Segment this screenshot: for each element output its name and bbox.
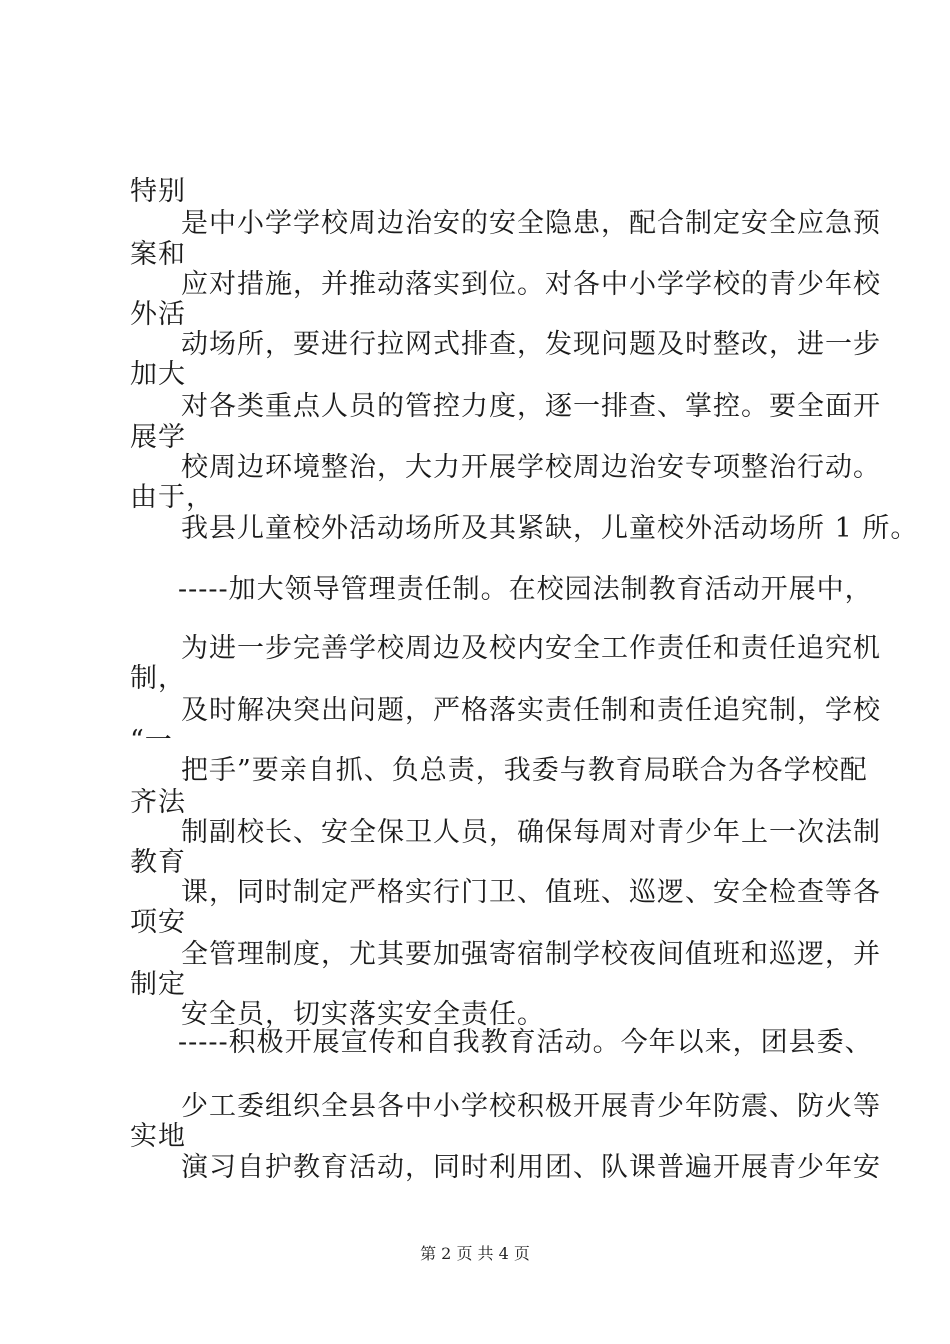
text-line: 展学 — [130, 422, 186, 453]
text-line: 是中小学学校周边治安的安全隐患，配合制定安全应急预 — [181, 208, 881, 239]
text-line: 安全员，切实落实安全责任。 — [181, 999, 545, 1030]
text-line: 我县儿童校外活动场所及其紧缺，儿童校外活动场所 1 所。 — [181, 513, 919, 544]
text-line: 为进一步完善学校周边及校内安全工作责任和责任追究机 — [181, 633, 881, 664]
text-line: 制， — [130, 663, 186, 694]
text-line: 实地 — [130, 1121, 186, 1152]
text-line: 项安 — [130, 907, 186, 938]
text-line: 少工委组织全县各中小学校积极开展青少年防震、防火等 — [181, 1091, 881, 1122]
page-footer: 第 2 页 共 4 页 — [420, 1244, 530, 1263]
text-line: 课，同时制定严格实行门卫、值班、巡逻、安全检查等各 — [181, 877, 881, 908]
text-line: -----加大领导管理责任制。在校园法制教育活动开展中， — [178, 574, 873, 605]
text-line: 教育 — [130, 847, 186, 878]
text-line: 应对措施，并推动落实到位。对各中小学学校的青少年校 — [181, 269, 881, 300]
text-line: 由于， — [130, 482, 214, 513]
text-line: 外活 — [130, 299, 186, 330]
text-line: 加大 — [130, 359, 186, 390]
text-line: 制副校长、安全保卫人员，确保每周对青少年上一次法制 — [181, 817, 881, 848]
text-line: 制定 — [130, 969, 186, 1000]
text-line: -----积极开展宣传和自我教育活动。今年以来，团县委、 — [178, 1027, 873, 1058]
text-line: 对各类重点人员的管控力度，逐一排查、掌控。要全面开 — [181, 391, 881, 422]
text-line: 及时解决突出问题，严格落实责任制和责任追究制，学校 — [181, 695, 881, 726]
text-line: 案和 — [130, 239, 186, 270]
text-line: 齐法 — [130, 787, 186, 818]
text-line: 特别 — [130, 176, 186, 207]
text-line: 把手”要亲自抓、负总责，我委与教育局联合为各学校配 — [181, 755, 868, 786]
text-line: 校周边环境整治，大力开展学校周边治安专项整治行动。 — [181, 452, 881, 483]
text-line: 全管理制度，尤其要加强寄宿制学校夜间值班和巡逻，并 — [181, 939, 881, 970]
text-line: “一 — [130, 725, 173, 756]
text-line: 动场所，要进行拉网式排查，发现问题及时整改，进一步 — [181, 329, 881, 360]
text-line: 演习自护教育活动，同时利用团、队课普遍开展青少年安 — [181, 1152, 881, 1183]
